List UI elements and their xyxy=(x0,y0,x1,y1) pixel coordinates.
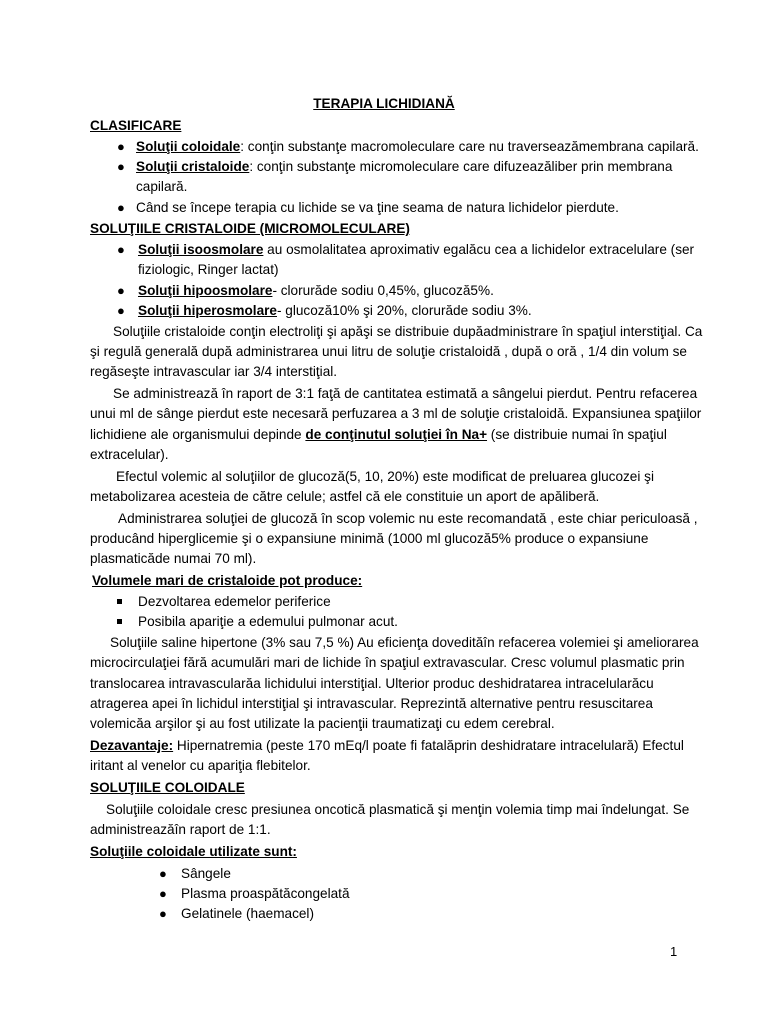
list-item: Soluţii hipoosmolare- clorurăde sodiu 0,45%, glucoză5%. xyxy=(138,283,494,298)
paragraph-line: metabolizarea acesteia de către celule; astfel că ele constituie un aport de apăliberă. xyxy=(90,489,600,504)
list-item: Posibila apariţie a edemului pulmonar acut. xyxy=(138,614,398,629)
list-item: Gelatinele (haemacel) xyxy=(181,906,314,921)
list-item: Soluţii hiperosmolare- glucoză10% şi 20%, clorurăde sodiu 3%. xyxy=(138,303,532,318)
list-item: Soluţii cristaloide: conţin substanţe micromoleculare care difuzeazăliber prin membrana xyxy=(136,159,673,174)
paragraph-line: şi regulă generală după administrarea unui litru de soluţie cristaloidă , după o oră , 1/4 din volum se xyxy=(90,344,687,359)
list-item: Sângele xyxy=(181,866,231,881)
bullet-icon: ● xyxy=(117,200,125,215)
paragraph-line: Se administrează în raport de 3:1 faţă de cantitatea estimată a sângelui pierdut. Pentru refacerea xyxy=(113,386,698,401)
paragraph-line: plasmaticăde numai 70 ml). xyxy=(90,551,257,566)
paragraph-line: extracelular). xyxy=(90,447,169,462)
square-bullet-icon xyxy=(117,599,122,604)
bullet-icon: ● xyxy=(117,139,125,154)
paragraph-line: Soluţiile cristaloide conţin electroliţi şi apăşi se distribuie dupăadministrare în spaţiul interstiţial. Ca xyxy=(113,324,703,339)
paragraph-line: volemicăa arşilor şi au fost utilizate la pacienţii traumatizaţi cu edem cerebral. xyxy=(90,716,555,731)
paragraph-line: regăseşte intravascular iar 3/4 interstiţial. xyxy=(90,364,338,379)
section-heading-cristaloide: SOLUŢIILE CRISTALOIDE (MICROMOLECULARE) xyxy=(90,221,410,236)
section-heading-coloidale: SOLUŢIILE COLOIDALE xyxy=(90,780,245,795)
bullet-icon: ● xyxy=(117,303,125,318)
bullet-icon: ● xyxy=(159,906,167,921)
page-number: 1 xyxy=(670,944,678,959)
section-heading-clasificare: CLASIFICARE xyxy=(90,118,182,133)
paragraph-line: Efectul volemic al soluţiilor de glucoză(5, 10, 20%) este modificat de preluarea glucozei şi xyxy=(116,469,654,484)
bullet-icon: ● xyxy=(117,283,125,298)
paragraph-line: atragerea apei în lichidul interstiţial şi intravascular. Reprezintă alternative pentru resuscitarea xyxy=(90,696,653,711)
dezavantaje-line: Dezavantaje: Hipernatremia (peste 170 mEq/l poate fi fatalăprin deshidratare intracelulară) Efectul xyxy=(90,738,684,753)
paragraph-line: Soluţiile saline hipertone (3% sau 7,5 %) Au eficienţa dovedităîn refacerea volemiei şi ameliorarea xyxy=(110,635,699,650)
paragraph-line: translocarea intravascularăa lichidului interstiţial. Ulterior produc deshidratarea intracelularăcu xyxy=(90,676,654,691)
dezavantaje-label: Dezavantaje: xyxy=(90,738,174,753)
document-title: TERAPIA LICHIDIANĂ xyxy=(313,96,455,111)
paragraph-line: unui ml de sânge pierdut este necesară perfuzarea a 3 ml de soluţie cristaloidă. Expansiunea spaţiilor xyxy=(90,406,702,421)
paragraph-line: iritant al venelor cu apariţia flebitelor. xyxy=(90,758,311,773)
list-item: Soluţii coloidale: conţin substanţe macromoleculare care nu traverseazămembrana capilară. xyxy=(136,139,699,154)
paragraph-line: producând hiperglicemie şi o expansiune minimă (1000 ml glucoză5% produce o expansiune xyxy=(90,531,649,546)
bullet-icon: ● xyxy=(117,159,125,174)
emphasis-na: de conţinutul soluţiei în Na+ xyxy=(305,427,488,442)
list-item-continuation: capilară. xyxy=(136,179,188,194)
paragraph-line: Soluţiile coloidale cresc presiunea oncotică plasmatică şi menţin volemia timp mai îndelungat. Se xyxy=(106,802,690,817)
list-item: Când se începe terapia cu lichide se va ţine seama de natura lichidelor pierdute. xyxy=(136,200,619,215)
paragraph-line: lichidiene ale organismului depinde de conţinutul soluţiei în Na+ (se distribuie numai în spaţiul xyxy=(90,427,667,442)
list-item-continuation: fiziologic, Ringer lactat) xyxy=(138,262,279,277)
square-bullet-icon xyxy=(117,619,122,624)
list-item: Soluţii isoosmolare au osmolalitatea aproximativ egalăcu cea a lichidelor extracelulare (ser xyxy=(138,242,695,257)
paragraph-line: microcirculaţiei fără acumulări mari de lichide în spaţiul extravascular. Cresc volumul plasmatic prin xyxy=(90,655,685,670)
paragraph-line: Administrarea soluţiei de glucoză în scop volemic nu este recomandată , este chiar periculoasă , xyxy=(118,511,698,526)
list-item: Dezvoltarea edemelor periferice xyxy=(138,594,331,609)
subheading-volume: Volumele mari de cristaloide pot produce: xyxy=(92,573,363,588)
bullet-icon: ● xyxy=(117,242,125,257)
subheading-coloidale-used: Soluţiile coloidale utilizate sunt: xyxy=(90,844,297,859)
paragraph-line: administreazăîn raport de 1:1. xyxy=(90,822,271,837)
bullet-icon: ● xyxy=(159,886,167,901)
bullet-icon: ● xyxy=(159,866,167,881)
list-item: Plasma proaspătăcongelată xyxy=(181,886,350,901)
